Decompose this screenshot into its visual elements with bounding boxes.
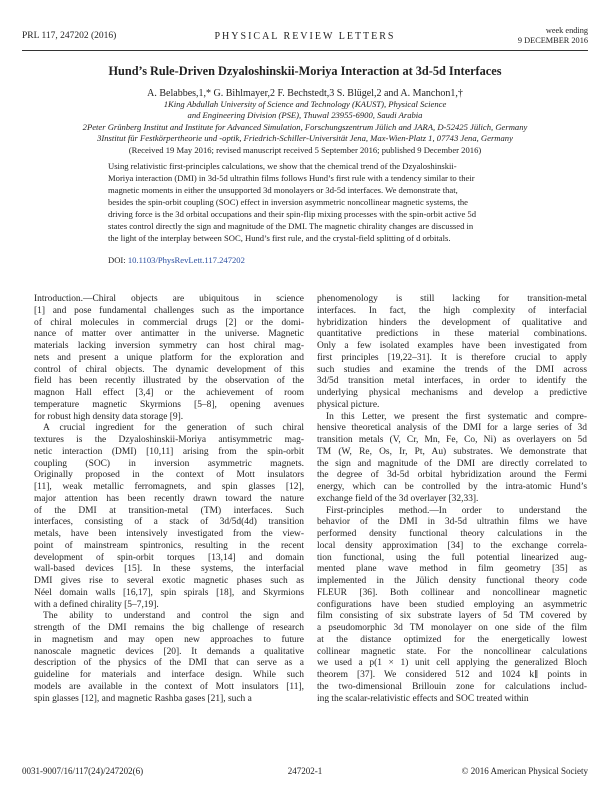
body-text-line: interfaces, consisting of a stack of 3d/5d(4d) transition (34, 517, 304, 528)
body-text-line: film consisting of six substrate layers of 5d TM covered by (317, 611, 587, 622)
body-text-line: in magnetism and may open new approaches to future (34, 634, 304, 645)
affiliation-3: 3Institut für Festkörpertheorie und -optik, Friedrich-Schiller-Universität Jena, Max-Wien-Platz 1, 07743 Jena, Germany (97, 133, 513, 143)
body-text-line: description of the physics of the DMI that can serve as a (34, 658, 304, 669)
publication-dates: (Received 19 May 2016; revised manuscript received 5 September 2016; published 9 December 2016) (128, 145, 482, 155)
body-text-line: hybridization hinders the development of qualitative and (317, 317, 587, 328)
body-text-line: point of mainstream spintronics, resulting in the recent (34, 540, 304, 551)
body-text-line: nance of matter over antimatter in the universe. Magnetic (34, 329, 304, 340)
affiliation-1a: 1King Abdullah University of Science and Technology (KAUST), Physical Science (163, 99, 447, 109)
header-rule (22, 50, 588, 51)
body-text-line: local density approximation [34] to the exchange correla- (317, 540, 587, 551)
week-ending (518, 26, 588, 46)
body-text-line: the degree of 3d-5d orbital hybridization around the Fermi (317, 470, 587, 481)
body-text-line: A crucial ingredient for the generation of such chiral (43, 423, 304, 434)
journal-ref: PRL 117, 247202 (2016) (22, 31, 117, 41)
abstract-line: besides the spin-orbit coupling (SOC) effect in inversion asymmetric noncollinear magnetic systems, the (108, 197, 468, 208)
body-text-line: of chiral molecules in commercial drugs [2] or the domi- (34, 317, 304, 328)
affiliation-1b: and Engineering Division (PSE), Thuwal 23955-6900, Saudi Arabia (187, 110, 423, 120)
author-list: A. Belabbes,1,* G. Bihlmayer,2 F. Bechstedt,3 S. Blügel,2 and A. Manchon1,† (147, 88, 463, 99)
body-text-line: with a defined chirality [5–7,19]. (34, 599, 159, 610)
body-text-line: a pseudomorphic 3d TM monolayer on one side of the film (317, 623, 587, 633)
body-column-left (34, 294, 304, 705)
abstract-line: the light of the interplay between SOC, Hund’s first rule, and the crystal-field splitting of d orbitals. (108, 233, 451, 244)
body-text-line: phenomenology is still lacking for transition-metal (317, 294, 587, 304)
body-column-right (317, 294, 587, 705)
body-text-line: the two-dimensional Brillouin zone for calculations includ- (317, 681, 587, 692)
body-text-line: configurations have been studied employing an asymmetric (317, 599, 587, 610)
body-text-line: field has been recently illustrated by the observation of the (34, 376, 304, 387)
body-text-line: quantitative predictions in these material combinations. (317, 329, 587, 340)
body-text-line: transition metals (V, Cr, Mn, Fe, Co, Ni) as overlayers on 5d (317, 435, 587, 445)
week-ending-date: 9 DECEMBER 2016 (517, 36, 588, 45)
body-text-line: physical picture. (317, 399, 380, 410)
abstract-line: driving force is the 3d orbital occupations and their spin-flip mixing processes with the spin-orbit active 5d (108, 209, 477, 220)
body-text-line: ing the scalar-relativistic effects and SOC treated within (317, 693, 529, 704)
body-text-line: models are available in the context of Mott insulators [11], (34, 681, 304, 692)
body-text-line: for robust high density data storage [9]. (34, 411, 184, 422)
abstract-line: Using relativistic first-principles calculations, we show that the chemical trend of the Dzyaloshinskii- (108, 161, 457, 171)
body-text-line: First-principles method.—In order to understand the (326, 505, 587, 516)
journal-name: PHYSICAL REVIEW LETTERS (214, 31, 396, 42)
body-text-line: development of spin-orbit torques [13,14] and domain (34, 552, 304, 563)
body-text-line: control of chiral objects. The dynamic development of this (34, 364, 304, 375)
body-text-line: we used a p(1 × 1) unit cell applying the generalized Bloch (317, 658, 587, 669)
body-text-line: behavior of the DMI in 3d-5d ultrathin films we have (317, 517, 587, 528)
body-text-line: FLEUR [36]. Both collinear and noncollinear magnetic (317, 587, 587, 598)
body-text-line: performed density functional theory calculations in the (317, 529, 587, 539)
body-text-line: [11], weak metallic ferromagnets, and spin glasses [12], (34, 482, 304, 492)
body-text-line: The ability to understand and control the sign and (43, 611, 304, 622)
body-text-line: coupling (SOC) in inversion asymmetric magnets. (34, 458, 304, 469)
body-text-line: 3d/5d transition metal interfaces, in order to identify the (317, 376, 587, 387)
footer-copyright: © 2016 American Physical Society (461, 766, 588, 776)
abstract-line: Moriya interaction (DMI) in 3d-5d ultrathin films follows Hund’s first rule with a tendency similar to their (108, 173, 475, 184)
body-text-line: DMI gives rise to several exotic magnetic phases such as (34, 576, 304, 586)
body-text-line: of the DMI at transition-metal (TM) interfaces. Such (34, 505, 304, 516)
doi-line (108, 255, 245, 265)
body-text-line: such studies and examine the trends of the DMI across (317, 364, 587, 375)
body-text-line: materials lacking inversion symmetry can host chiral mag- (34, 341, 304, 351)
body-text-line: wall-based devices [15]. In these systems, the interfacial (34, 564, 304, 575)
body-text-line: Néel domain walls [16,17], spin spirals [18], and Skyrmions (34, 587, 304, 598)
body-text-line: Introduction.—Chiral objects are ubiquitous in science (34, 294, 304, 304)
week-ending-label: week ending (545, 26, 588, 35)
abstract-line: magnetic moments in either the unsupported 3d monolayers or 3d-5d interfaces. We demonstrate that, (108, 185, 458, 196)
body-text-line: collinear magnetic state. For the noncollinear calculations (317, 646, 587, 657)
body-text-line: hensive theoretical analysis of the DMI for a large series of 3d (317, 423, 587, 434)
doi-link[interactable]: 10.1103/PhysRevLett.117.247202 (127, 255, 245, 265)
body-text-line: [1] and pose fundamental challenges such as the importance (34, 305, 304, 316)
body-text-line: theorem [37]. We considered 512 and 1024 k∥ points in (317, 670, 587, 680)
body-text-line: guideline for materials and interface design. While such (34, 670, 304, 680)
body-text-line: major attention has been recently drawn toward the nature (34, 493, 304, 504)
body-text-line: tion functional, using the full potential linearized aug- (317, 552, 587, 563)
abstract-line: states control directly the sign and magnitude of the DMI. The magnetic chirality changes are discussed in (108, 221, 474, 232)
body-text-line: underlying physical mechanisms and develop a predictive (317, 388, 587, 398)
abstract (108, 160, 508, 244)
running-header (22, 26, 588, 48)
body-text-line: textures is the Dzyaloshinskii-Moriya antisymmetric mag- (34, 435, 304, 445)
affiliation-2: 2Peter Grünberg Institut and Institute for Advanced Simulation, Forschungszentrum Jülich and JARA, D-52425 Jülich, Germany (82, 122, 528, 132)
article-title: Hund’s Rule-Driven Dzyaloshinskii-Moriya Interaction at 3d-5d Interfaces (108, 64, 502, 78)
body-text-line: metals, have been intensively investigated from the view- (34, 529, 304, 539)
body-text-line: temperature magnetic Skyrmions [5–8], opening avenues (34, 399, 304, 410)
body-text-line: mented plane wave method in film geometry [35] as (317, 564, 587, 575)
body-text-line: first principles [19,22–31]. It is therefore crucial to apply (317, 352, 587, 363)
footer-page-number: 247202-1 (287, 766, 323, 776)
doi-label: DOI: (108, 255, 126, 265)
body-text-line: strength of the DMI remains the big challenge of research (34, 623, 304, 633)
body-text-line: energy, which can be controlled by the intra-atomic Hund’s (317, 482, 587, 492)
body-text-line: spin glasses [12], and magnetic Rashba gases [21], such a (34, 693, 252, 704)
body-text-line: exchange field of the 3d overlayer [32,33]. (317, 493, 479, 504)
body-text-line: Only a few isolated examples have been investigated from (317, 341, 587, 351)
body-text-line: magnon Hall effect [3,4] or the achievement of room (34, 388, 304, 398)
body-text-line: nets and present a unique platform for the exploration and (34, 352, 304, 363)
body-text-line: In this Letter, we present the first systematic and compre- (326, 411, 587, 422)
body-text-line: netic interaction (DMI) [10,11] arising from the spin-orbit (34, 446, 304, 457)
body-text-line: interfaces. In fact, the high complexity of interfacial (317, 305, 587, 316)
body-text-line: TM (W, Re, Os, Ir, Pt, Au) substrates. We demonstrate that (317, 446, 587, 457)
body-text-line: nanoscale magnetic devices [20]. It demands a qualitative (34, 646, 304, 657)
body-text-line: the sign and magnitude of the DMI are directly correlated to (317, 458, 587, 469)
footer-issn: 0031-9007/16/117(24)/247202(6) (22, 766, 144, 776)
body-text-line: at the distance optimized for the energetically lowest (317, 634, 587, 645)
body-text-line: implemented in the Jülich density functional theory code (317, 576, 587, 586)
body-text-line: Originally proposed in the context of Mott insulators (34, 470, 304, 481)
